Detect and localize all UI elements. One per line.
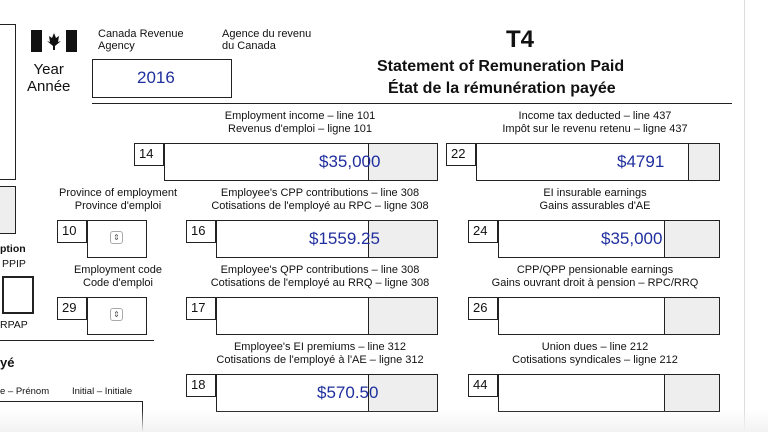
box16-code: 16 [186,220,216,243]
province-select[interactable] [87,220,147,258]
box29-code: 29 [57,297,87,320]
updown-chevron-icon: ⇕ [110,308,123,321]
box17-label-en: Employee's QPP contributions – line 308 [220,264,420,276]
box44-field[interactable] [498,374,720,412]
form-title-en: Statement of Remuneration Paid [377,58,625,75]
box26-code: 26 [468,297,498,320]
box44-label-en: Union dues – line 212 [541,341,649,353]
box14-label-en: Employment income – line 101 [224,110,376,122]
form-code: T4 [506,26,535,53]
box16-label-en: Employee's CPP contributions – line 308 [220,187,420,199]
box10-label-fr: Province d'emploi [74,200,162,212]
year-label: Year Année [27,61,71,95]
box18-label-fr: Cotisations de l'employé à l'AE – ligne 312 [216,354,424,366]
box44-label-fr: Cotisations syndicales – ligne 212 [512,354,678,366]
top-right-rule [744,0,745,432]
box22-value: $4791 [617,152,665,171]
left-address-box [0,24,16,180]
bottom-fade [0,410,768,432]
box26-label-en: CPP/QPP pensionable earnings [516,264,674,276]
header-divider [92,103,732,104]
box14-code: 14 [134,143,164,166]
box16-value: $1559.25 [309,229,380,248]
box26-label-fr: Gains ouvrant droit à pension – RPC/RRQ [491,277,699,289]
employee-section-divider [0,340,154,341]
box17-code: 17 [186,297,216,320]
box24-value: $35,000 [601,229,663,248]
box24-code: 24 [468,220,498,243]
ppip-rpap-checkbox[interactable] [2,276,34,314]
box22-label-fr: Impôt sur le revenu retenu – ligne 437 [502,123,688,135]
box18-code: 18 [186,374,216,397]
canada-flag-icon [31,30,77,52]
box24-label-fr: Gains assurables d'AE [539,200,651,212]
box44-code: 44 [468,374,498,397]
box18-label-en: Employee's EI premiums – line 312 [233,341,407,353]
agency-name-fr: Agence du revenu du Canada [222,28,312,52]
employment-code-select[interactable] [87,297,147,335]
box17-label-fr: Cotisations de l'employé au RRQ – ligne 308 [210,277,430,289]
exemption-label: ption [0,243,26,255]
box24-label-en: EI insurable earnings [543,187,647,199]
employee-heading: yé [0,355,15,370]
box26-field[interactable] [498,297,720,335]
ppip-label: PPIP [2,258,26,270]
box29-label-fr: Code d'emploi [83,277,153,289]
box16-label-fr: Cotisations de l'employé au RPC – ligne 308 [211,200,429,212]
box29-label-en: Employment code [73,264,163,276]
box22-field[interactable] [476,143,720,181]
box14-label-fr: Revenus d'emploi – ligne 101 [228,123,372,135]
box24-field[interactable] [498,220,720,258]
box22-code: 22 [446,143,476,166]
year-value: 2016 [137,68,175,87]
left-exemption-box [0,186,16,234]
box16-field[interactable] [216,220,438,258]
box18-field[interactable] [216,374,438,412]
initial-label: Initial – Initiale [72,386,133,397]
box14-field[interactable] [164,143,438,181]
box22-label-en: Income tax deducted – line 437 [518,110,672,122]
agency-name-en: Canada Revenue Agency [98,28,184,52]
form-title-fr: État de la rémunération payée [388,80,616,97]
box10-code: 10 [57,220,87,243]
first-name-label: e – Prénom [0,386,50,397]
year-field[interactable] [92,59,232,98]
rpap-label: RPAP [0,319,28,331]
box17-field[interactable] [216,297,438,335]
box14-value: $35,000 [319,152,381,171]
box18-value: $570.50 [317,383,379,402]
updown-chevron-icon: ⇕ [110,231,123,244]
box10-label-en: Province of employment [59,187,177,199]
